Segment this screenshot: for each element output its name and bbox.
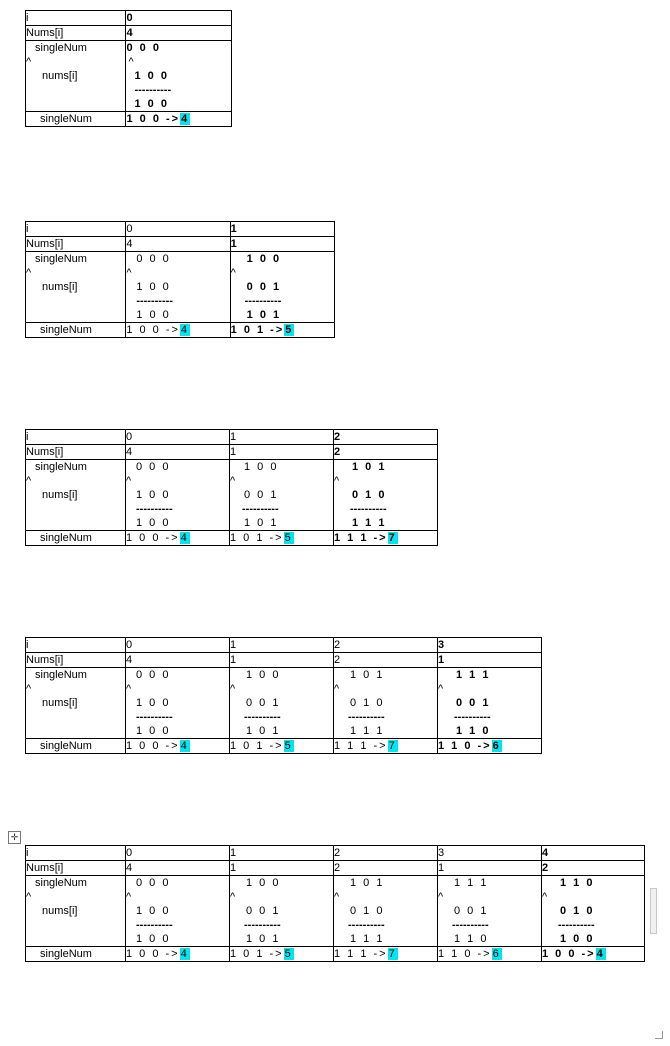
calc-single-num-bits: 0 0 0	[136, 669, 171, 681]
calc-divider: ----------	[454, 711, 491, 723]
cell-result	[438, 947, 542, 962]
result-label: 1 0 0 ->	[126, 740, 180, 752]
cell-i: 3	[438, 846, 542, 861]
cell-result	[334, 947, 438, 962]
row-label-nums-i: Nums[i]	[26, 445, 126, 460]
row-label-calc	[26, 252, 126, 323]
resize-corner-icon[interactable]	[655, 1031, 663, 1039]
cell-i: 0	[126, 430, 230, 445]
calc-operand-bits: 1 0 0	[136, 281, 171, 293]
cell-i: 1	[230, 638, 334, 653]
calc-operand-bits: 0 1 0	[560, 905, 595, 917]
cell-nums-i: 2	[334, 653, 438, 668]
calc-operand-bits: 0 0 1	[246, 905, 281, 917]
calc-single-num-bits: 1 0 0	[244, 461, 279, 473]
result-value: 4	[180, 532, 189, 544]
calc-divider: ----------	[136, 295, 173, 307]
row-label-nums-i: Nums[i]	[26, 861, 126, 876]
row-label-i: i	[26, 430, 126, 445]
cell-calc	[126, 876, 230, 947]
label-nums-i-operand: nums[i]	[42, 281, 78, 293]
label-caret: ^	[26, 56, 32, 68]
cell-nums-i: 4	[126, 26, 232, 41]
cell-i: 2	[334, 846, 438, 861]
cell-i: 2	[334, 430, 438, 445]
calc-divider: ----------	[136, 503, 173, 515]
calc-caret: ^	[128, 56, 134, 68]
row-label-nums-i: Nums[i]	[26, 26, 126, 41]
row-label-i: i	[26, 222, 126, 237]
calc-result-bits: 1 0 0	[136, 309, 171, 321]
result-value: 4	[596, 948, 605, 960]
calc-divider: ----------	[242, 503, 279, 515]
cell-i: 4	[542, 846, 645, 861]
label-caret: ^	[26, 475, 32, 487]
label-caret: ^	[26, 267, 32, 279]
result-value: 4	[180, 948, 189, 960]
cell-i: 1	[230, 846, 334, 861]
row-label-single-num: singleNum	[26, 531, 126, 546]
calc-result-bits: 1 0 0	[136, 725, 171, 737]
calc-caret: ^	[126, 683, 132, 695]
cell-result	[126, 947, 230, 962]
result-value: 6	[492, 948, 501, 960]
calc-divider: ----------	[452, 919, 489, 931]
label-caret: ^	[26, 683, 32, 695]
calc-caret: ^	[230, 267, 236, 279]
cell-calc	[126, 460, 230, 531]
cell-calc	[334, 876, 438, 947]
result-label: 1 0 0 ->	[126, 113, 181, 125]
row-label-calc	[26, 668, 126, 739]
cell-calc	[334, 460, 438, 531]
cell-nums-i: 2	[542, 861, 645, 876]
table-row	[26, 531, 438, 546]
result-label: 1 1 1 ->	[334, 740, 388, 752]
row-label-calc	[26, 876, 126, 947]
calc-divider: ----------	[244, 295, 282, 307]
result-label: 1 0 1 ->	[230, 948, 284, 960]
row-label-nums-i: Nums[i]	[26, 653, 126, 668]
calc-divider: ----------	[244, 919, 281, 931]
table-step-2	[25, 221, 335, 338]
calc-result-bits: 1 1 1	[350, 933, 385, 945]
result-value: 5	[284, 532, 293, 544]
table-row	[26, 668, 542, 739]
cell-result	[126, 531, 230, 546]
calc-single-num-bits: 1 0 0	[246, 669, 281, 681]
table-row	[26, 252, 335, 323]
calc-caret: ^	[230, 891, 236, 903]
table-resize-handle[interactable]	[650, 888, 657, 934]
result-value: 7	[388, 740, 397, 752]
cell-i: 0	[126, 11, 232, 26]
calc-divider: ----------	[244, 711, 281, 723]
label-single-num: singleNum	[35, 253, 87, 265]
table-row	[26, 653, 542, 668]
calc-single-num-bits: 1 0 0	[246, 253, 282, 265]
result-value: 5	[285, 324, 294, 336]
table-step-3	[25, 429, 438, 546]
cell-calc	[230, 252, 334, 323]
cell-result	[542, 947, 645, 962]
table-step-4	[25, 637, 542, 754]
result-value: 4	[180, 740, 189, 752]
calc-operand-bits: 0 0 1	[244, 489, 279, 501]
table-row	[26, 237, 335, 252]
calc-operand-bits: 0 1 0	[350, 905, 385, 917]
row-label-i: i	[26, 11, 126, 26]
cell-result	[126, 739, 230, 754]
row-label-nums-i: Nums[i]	[26, 237, 126, 252]
cell-nums-i: 1	[230, 861, 334, 876]
row-label-i: i	[26, 638, 126, 653]
cell-result	[230, 531, 334, 546]
cell-i: 0	[126, 222, 230, 237]
label-nums-i-operand: nums[i]	[42, 905, 78, 917]
row-label-calc	[26, 41, 126, 112]
cell-nums-i: 1	[438, 861, 542, 876]
table-row	[26, 222, 335, 237]
label-single-num: singleNum	[35, 877, 87, 889]
cell-result	[438, 739, 542, 754]
calc-result-bits: 1 0 1	[246, 933, 281, 945]
calc-single-num-bits: 0 0 0	[136, 877, 171, 889]
calc-divider: ----------	[348, 919, 385, 931]
cell-calc	[126, 41, 232, 112]
cell-calc	[438, 876, 542, 947]
calc-single-num-bits: 0 0 0	[136, 461, 171, 473]
cell-i: 0	[126, 638, 230, 653]
result-value: 5	[284, 948, 293, 960]
calc-result-bits: 1 1 0	[456, 725, 491, 737]
calc-operand-bits: 1 0 0	[136, 905, 171, 917]
calc-caret: ^	[126, 475, 132, 487]
calc-result-bits: 1 1 1	[352, 517, 387, 529]
table-row	[26, 739, 542, 754]
table-row	[26, 445, 438, 460]
cell-calc	[542, 876, 645, 947]
calc-result-bits: 1 0 0	[136, 933, 171, 945]
calc-caret: ^	[126, 891, 132, 903]
calc-operand-bits: 0 0 1	[456, 697, 491, 709]
calc-result-bits: 1 1 1	[350, 725, 385, 737]
table-row	[26, 861, 645, 876]
label-single-num: singleNum	[35, 669, 87, 681]
result-label: 1 1 1 ->	[334, 532, 388, 544]
calc-divider: ----------	[136, 919, 173, 931]
calc-single-num-bits: 1 1 1	[456, 669, 491, 681]
cell-calc	[230, 668, 334, 739]
label-caret: ^	[26, 891, 32, 903]
result-label: 1 0 0 ->	[126, 948, 180, 960]
table-step-1	[25, 10, 232, 127]
table-row	[26, 11, 232, 26]
calc-operand-bits: 1 0 0	[136, 489, 171, 501]
row-label-single-num: singleNum	[26, 947, 126, 962]
row-label-single-num: singleNum	[26, 323, 126, 338]
calc-operand-bits: 1 0 0	[136, 697, 171, 709]
cell-result	[230, 947, 334, 962]
calc-operand-bits: 0 1 0	[352, 489, 387, 501]
calc-single-num-bits: 1 0 1	[352, 461, 387, 473]
label-nums-i-operand: nums[i]	[42, 70, 78, 82]
calc-caret: ^	[230, 683, 236, 695]
cell-nums-i: 1	[230, 653, 334, 668]
calc-single-num-bits: 1 0 0	[246, 877, 281, 889]
result-label: 1 0 1 ->	[230, 740, 284, 752]
move-handle-glyph: ✛	[10, 832, 19, 842]
result-label: 1 0 1 ->	[230, 324, 285, 336]
calc-result-bits: 1 0 0	[134, 98, 169, 110]
cell-result	[334, 531, 438, 546]
cell-nums-i: 1	[438, 653, 542, 668]
result-value: 4	[180, 324, 190, 336]
calc-divider: ----------	[348, 711, 385, 723]
table-row	[26, 876, 645, 947]
cell-result	[334, 739, 438, 754]
calc-single-num-bits: 1 0 1	[350, 877, 385, 889]
calc-single-num-bits: 0 0 0	[136, 253, 171, 265]
calc-result-bits: 1 0 0	[560, 933, 595, 945]
label-single-num: singleNum	[35, 42, 87, 54]
calc-operand-bits: 0 1 0	[350, 697, 385, 709]
calc-single-num-bits: 1 1 0	[560, 877, 595, 889]
result-label: 1 1 1 ->	[334, 948, 388, 960]
calc-divider: ----------	[136, 711, 173, 723]
table-row	[26, 430, 438, 445]
table-row	[26, 112, 232, 127]
calc-single-num-bits: 0 0 0	[126, 42, 161, 54]
move-table-handle-icon[interactable]	[8, 831, 21, 844]
calc-operand-bits: 1 0 0	[134, 70, 169, 82]
table-row	[26, 460, 438, 531]
calc-operand-bits: 0 0 1	[454, 905, 489, 917]
row-label-single-num: singleNum	[26, 112, 126, 127]
result-value: 6	[492, 740, 501, 752]
cell-nums-i: 1	[230, 445, 334, 460]
row-label-calc	[26, 460, 126, 531]
calc-result-bits: 1 0 1	[246, 725, 281, 737]
calc-result-bits: 1 0 1	[244, 517, 279, 529]
table-row	[26, 323, 335, 338]
calc-caret: ^	[542, 891, 548, 903]
cell-nums-i: 2	[334, 445, 438, 460]
result-label: 1 0 0 ->	[542, 948, 596, 960]
label-nums-i-operand: nums[i]	[42, 489, 78, 501]
cell-i: 1	[230, 222, 334, 237]
cell-nums-i: 1	[230, 237, 334, 252]
result-label: 1 0 1 ->	[230, 532, 284, 544]
cell-nums-i: 4	[126, 653, 230, 668]
label-nums-i-operand: nums[i]	[42, 697, 78, 709]
calc-caret: ^	[438, 891, 444, 903]
cell-nums-i: 2	[334, 861, 438, 876]
cell-result	[126, 112, 232, 127]
cell-nums-i: 4	[126, 237, 230, 252]
calc-caret: ^	[438, 683, 444, 695]
label-single-num: singleNum	[35, 461, 87, 473]
cell-i: 0	[126, 846, 230, 861]
table-row	[26, 638, 542, 653]
cell-result	[230, 323, 334, 338]
calc-caret: ^	[334, 891, 340, 903]
calc-divider: ----------	[134, 84, 172, 96]
calc-operand-bits: 0 0 1	[246, 281, 282, 293]
cell-result	[230, 739, 334, 754]
cell-nums-i: 4	[126, 445, 230, 460]
calc-single-num-bits: 1 0 1	[350, 669, 385, 681]
row-label-single-num: singleNum	[26, 739, 126, 754]
cell-i: 3	[438, 638, 542, 653]
table-row	[26, 846, 645, 861]
result-label: 1 1 0 ->	[438, 740, 492, 752]
cell-result	[126, 323, 230, 338]
table-row	[26, 947, 645, 962]
cell-nums-i: 4	[126, 861, 230, 876]
calc-divider: ----------	[558, 919, 595, 931]
result-value: 4	[181, 113, 190, 125]
calc-caret: ^	[334, 475, 340, 487]
calc-result-bits: 1 1 0	[454, 933, 489, 945]
cell-calc	[438, 668, 542, 739]
result-label: 1 0 0 ->	[126, 532, 180, 544]
result-value: 7	[388, 532, 397, 544]
calc-divider: ----------	[350, 503, 387, 515]
result-value: 5	[284, 740, 293, 752]
calc-single-num-bits: 1 1 1	[454, 877, 489, 889]
calc-result-bits: 1 0 0	[136, 517, 171, 529]
cell-calc	[126, 668, 230, 739]
result-value: 7	[388, 948, 397, 960]
calc-operand-bits: 0 0 1	[246, 697, 281, 709]
table-row	[26, 41, 232, 112]
cell-i: 1	[230, 430, 334, 445]
table-step-5	[25, 845, 645, 962]
cell-calc	[334, 668, 438, 739]
calc-result-bits: 1 0 1	[246, 309, 282, 321]
calc-caret: ^	[126, 267, 132, 279]
result-label: 1 1 0 ->	[438, 948, 492, 960]
cell-i: 2	[334, 638, 438, 653]
result-label: 1 0 0 ->	[126, 324, 180, 336]
row-label-i: i	[26, 846, 126, 861]
cell-calc	[126, 252, 230, 323]
calc-caret: ^	[230, 475, 236, 487]
cell-calc	[230, 460, 334, 531]
table-row	[26, 26, 232, 41]
cell-calc	[230, 876, 334, 947]
calc-caret: ^	[334, 683, 340, 695]
